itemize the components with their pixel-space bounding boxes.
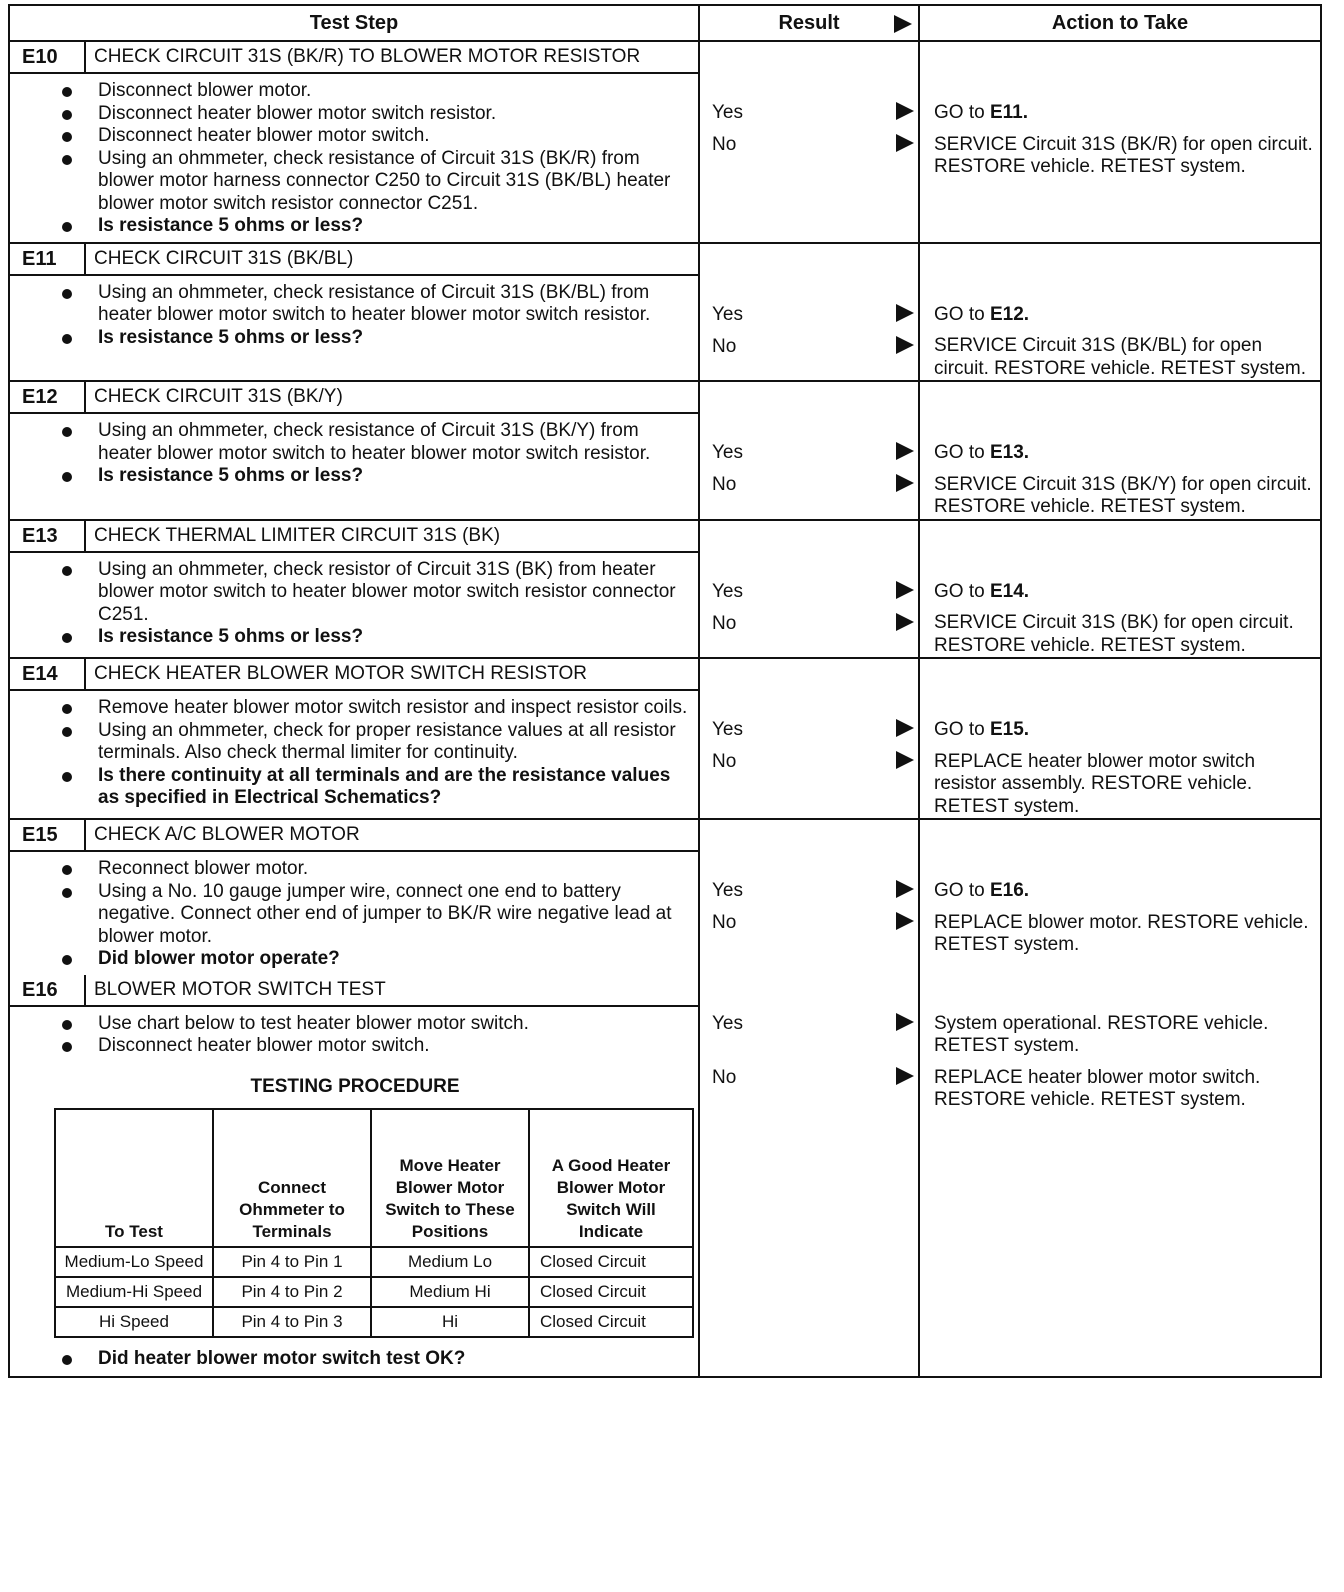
- step-bullets: [10, 276, 698, 354]
- yes-action: [920, 581, 1314, 604]
- result-no: [700, 336, 918, 358]
- step-bullets: [10, 553, 698, 653]
- step-question: Is resistance 5 ohms or less?: [98, 626, 690, 649]
- step-left-column: [10, 244, 700, 381]
- yes-action: [920, 880, 1314, 903]
- step-id: E11: [10, 244, 86, 274]
- header-result-label: Result: [778, 11, 840, 34]
- no-action: REPLACE blower motor. RESTORE vehicle. RETEST system.: [934, 911, 1309, 955]
- header-test-step: Test Step: [10, 6, 700, 40]
- bullet-item: Using an ohmmeter, check for proper resistance values at all resistor terminals. Also check thermal limiter for continuity.: [98, 720, 690, 765]
- step-title: CHECK THERMAL LIMITER CIRCUIT 31S (BK): [94, 524, 501, 546]
- table-header: [10, 6, 1320, 42]
- step-section-e16: [10, 975, 1320, 1377]
- step-bullets: [10, 691, 698, 814]
- step-bullets: [10, 852, 698, 975]
- result-no-label: No: [712, 1066, 737, 1088]
- step-section-e12: [10, 382, 1320, 521]
- yes-action-target: E15.: [989, 719, 1030, 740]
- table-cell: Hi: [371, 1307, 529, 1337]
- step-title: CHECK HEATER BLOWER MOTOR SWITCH RESISTOR: [94, 663, 587, 684]
- table-cell: Pin 4 to Pin 3: [213, 1307, 371, 1337]
- yes-action: [920, 719, 1314, 742]
- arrow-right-icon: [896, 912, 914, 930]
- no-action: REPLACE heater blower motor switch resistor assembly. RESTORE vehicle. RETEST system.: [934, 750, 1256, 817]
- step-bullets: [10, 1007, 698, 1062]
- step-left-column: [10, 521, 700, 658]
- table-cell: Pin 4 to Pin 1: [213, 1247, 371, 1277]
- result-yes: [700, 880, 918, 902]
- result-no: [700, 1067, 918, 1089]
- bullet-item: Using an ohmmeter, check resistance of Circuit 31S (BK/BL) from heater blower motor switch to heater blower motor switch resistor.: [98, 282, 690, 327]
- table-row: [55, 1277, 693, 1307]
- column-header: A Good Heater Blower Motor Switch Will Indicate: [529, 1109, 693, 1247]
- table-cell: Medium Lo: [371, 1247, 529, 1277]
- table-row: [55, 1307, 693, 1337]
- bullet-item: Disconnect blower motor.: [98, 80, 690, 103]
- step-title-bar: [10, 244, 698, 276]
- step-result-column: [700, 975, 920, 1377]
- step-action-column: [920, 521, 1320, 658]
- step-id: E14: [10, 659, 86, 689]
- yes-action-prefix: GO to: [934, 580, 990, 602]
- result-yes-label: Yes: [712, 719, 743, 740]
- result-yes-label: Yes: [712, 102, 743, 123]
- result-yes-label: Yes: [712, 303, 743, 325]
- column-header: Connect Ohmmeter to Terminals: [213, 1109, 371, 1247]
- step-id: E16: [10, 975, 86, 1005]
- step-question: Did blower motor operate?: [98, 948, 690, 971]
- bullet-item: Use chart below to test heater blower motor switch.: [98, 1013, 690, 1036]
- step-section-e10: [10, 42, 1320, 244]
- no-action: REPLACE heater blower motor switch. RESTORE vehicle. RETEST system.: [934, 1066, 1261, 1110]
- step-section-e13: [10, 521, 1320, 660]
- table-cell: Closed Circuit: [529, 1307, 693, 1337]
- step-left-column: [10, 659, 700, 818]
- step-id: E12: [10, 382, 86, 412]
- result-no-label: No: [712, 912, 737, 933]
- arrow-right-icon: [896, 581, 914, 599]
- result-no-label: No: [712, 335, 737, 357]
- testing-procedure-table: [54, 1108, 694, 1338]
- step-id: E10: [10, 42, 86, 72]
- step-title-bar: [10, 820, 698, 852]
- arrow-right-icon: [896, 1067, 914, 1085]
- result-no-label: No: [712, 612, 737, 634]
- step-action-column: [920, 820, 1320, 975]
- step-action-column: [920, 244, 1320, 381]
- step-action-column: [920, 382, 1320, 519]
- table-cell: Pin 4 to Pin 2: [213, 1277, 371, 1307]
- result-no: [700, 134, 918, 156]
- arrow-right-icon: [896, 719, 914, 737]
- arrow-right-icon: [896, 336, 914, 354]
- step-title-bar: [10, 975, 698, 1007]
- bullet-item: Disconnect heater blower motor switch.: [98, 1035, 690, 1058]
- arrow-right-icon: [896, 474, 914, 492]
- step-title-bar: [10, 382, 698, 414]
- step-title: CHECK CIRCUIT 31S (BK/Y): [94, 386, 343, 407]
- result-no-label: No: [712, 134, 737, 155]
- yes-action-target: E16.: [989, 880, 1030, 901]
- result-yes-label: Yes: [712, 1012, 743, 1034]
- result-no: [700, 751, 918, 773]
- bullet-item: Using an ohmmeter, check resistance of Circuit 31S (BK/R) from blower motor harness connector C250 to Circuit 31S (BK/BL) heater blower motor switch resistor connector C251.: [98, 148, 690, 216]
- arrow-right-icon: [896, 304, 914, 322]
- step-left-column: [10, 975, 700, 1377]
- result-yes: [700, 102, 918, 124]
- column-header: Move Heater Blower Motor Switch to These Positions: [371, 1109, 529, 1247]
- step-result-column: [700, 659, 920, 818]
- yes-action-target: E14.: [989, 580, 1030, 602]
- step-id: E15: [10, 820, 86, 850]
- step-result-column: [700, 42, 920, 242]
- procedure-title: TESTING PROCEDURE: [250, 1075, 460, 1097]
- result-yes: [700, 581, 918, 603]
- result-no: [700, 613, 918, 635]
- step-section-e11: [10, 244, 1320, 383]
- result-yes-label: Yes: [712, 880, 743, 901]
- bullet-item: Using an ohmmeter, check resistance of Circuit 31S (BK/Y) from heater blower motor switch to heater blower motor switch resistor.: [98, 420, 690, 465]
- step-section-e14: [10, 659, 1320, 820]
- arrow-right-icon: [896, 880, 914, 898]
- step-left-column: [10, 820, 700, 975]
- step-title: CHECK A/C BLOWER MOTOR: [94, 824, 360, 845]
- table-header-row: [55, 1109, 693, 1247]
- yes-action-prefix: GO to: [934, 880, 990, 901]
- result-yes-label: Yes: [712, 442, 743, 463]
- steps-container: [10, 42, 1320, 975]
- result-yes: [700, 1013, 918, 1035]
- step-question: Is resistance 5 ohms or less?: [98, 465, 690, 488]
- step-title-bar: [10, 521, 698, 553]
- step-result-column: [700, 382, 920, 519]
- step-title: BLOWER MOTOR SWITCH TEST: [94, 978, 386, 1000]
- step-question-list: [10, 1344, 698, 1377]
- result-yes-label: Yes: [712, 580, 743, 602]
- result-no-label: No: [712, 751, 737, 772]
- step-result-column: [700, 244, 920, 381]
- yes-action-target: E11.: [989, 102, 1029, 123]
- arrow-right-icon: [896, 442, 914, 460]
- step-id: E13: [10, 521, 86, 551]
- step-section-e15: [10, 820, 1320, 975]
- table-cell: Hi Speed: [55, 1307, 213, 1337]
- table-cell: Medium Hi: [371, 1277, 529, 1307]
- yes-action: System operational. RESTORE vehicle. RETEST system.: [934, 1012, 1269, 1056]
- column-header: To Test: [55, 1109, 213, 1247]
- step-bullets: [10, 74, 698, 242]
- header-action: Action to Take: [1051, 11, 1189, 34]
- header-result: [700, 6, 920, 40]
- step-title-bar: [10, 42, 698, 74]
- no-action: SERVICE Circuit 31S (BK) for open circuit. RESTORE vehicle. RETEST system.: [934, 612, 1294, 656]
- step-result-column: [700, 521, 920, 658]
- result-yes: [700, 304, 918, 326]
- diagnostic-table: [8, 4, 1322, 1378]
- yes-action: [920, 102, 1314, 125]
- step-title: CHECK CIRCUIT 31S (BK/R) TO BLOWER MOTOR RESISTOR: [94, 46, 641, 67]
- yes-action: [920, 442, 1314, 465]
- arrow-right-icon: [896, 102, 914, 120]
- yes-action: [920, 304, 1314, 327]
- bullet-item: Using a No. 10 gauge jumper wire, connect one end to battery negative. Connect other end of jumper to BK/R wire negative lead at blower motor.: [98, 881, 690, 949]
- result-no: [700, 474, 918, 496]
- yes-action-prefix: GO to: [934, 719, 990, 740]
- step-left-column: [10, 42, 700, 242]
- result-yes: [700, 719, 918, 741]
- result-no-label: No: [712, 474, 737, 495]
- bullet-item: Remove heater blower motor switch resistor and inspect resistor coils.: [98, 697, 690, 720]
- step-action-column: [920, 42, 1320, 242]
- arrow-right-icon: [896, 134, 914, 152]
- no-action: SERVICE Circuit 31S (BK/R) for open circuit. RESTORE vehicle. RETEST system.: [934, 133, 1313, 177]
- table-cell: Closed Circuit: [529, 1247, 693, 1277]
- arrow-right-icon: [896, 751, 914, 769]
- step-action-column: [920, 659, 1320, 818]
- step-title: CHECK CIRCUIT 31S (BK/BL): [94, 247, 354, 269]
- step-left-column: [10, 382, 700, 519]
- table-cell: Medium-Lo Speed: [55, 1247, 213, 1277]
- table-cell: Closed Circuit: [529, 1277, 693, 1307]
- bullet-item: Reconnect blower motor.: [98, 858, 690, 881]
- bullet-item: Disconnect heater blower motor switch resistor.: [98, 103, 690, 126]
- arrow-right-icon: [894, 15, 912, 33]
- bullet-item: Using an ohmmeter, check resistor of Circuit 31S (BK) from heater blower motor switch to heater blower motor switch resistor connector C251.: [98, 559, 690, 627]
- no-action: SERVICE Circuit 31S (BK/Y) for open circuit. RESTORE vehicle. RETEST system.: [934, 473, 1312, 517]
- table-row: [55, 1247, 693, 1277]
- yes-action-prefix: GO to: [934, 442, 990, 463]
- bullet-item: Disconnect heater blower motor switch.: [98, 125, 690, 148]
- yes-action-prefix: GO to: [934, 102, 990, 123]
- step-question: Is resistance 5 ohms or less?: [98, 327, 690, 350]
- arrow-right-icon: [896, 1013, 914, 1031]
- step-action-column: [920, 975, 1320, 1377]
- step-question: Is there continuity at all terminals and are the resistance values as specified in Electrical Schematics?: [98, 765, 690, 810]
- no-action: SERVICE Circuit 31S (BK/BL) for open circuit. RESTORE vehicle. RETEST system.: [934, 335, 1306, 379]
- yes-action-prefix: GO to: [934, 303, 990, 325]
- result-no: [700, 912, 918, 934]
- step-title-bar: [10, 659, 698, 691]
- yes-action-target: E13.: [989, 442, 1030, 463]
- yes-action-target: E12.: [989, 303, 1030, 325]
- step-result-column: [700, 820, 920, 975]
- table-cell: Medium-Hi Speed: [55, 1277, 213, 1307]
- step-question: Is resistance 5 ohms or less?: [98, 215, 690, 238]
- step-question: Did heater blower motor switch test OK?: [98, 1348, 690, 1371]
- arrow-right-icon: [896, 613, 914, 631]
- step-bullets: [10, 414, 698, 492]
- result-yes: [700, 442, 918, 464]
